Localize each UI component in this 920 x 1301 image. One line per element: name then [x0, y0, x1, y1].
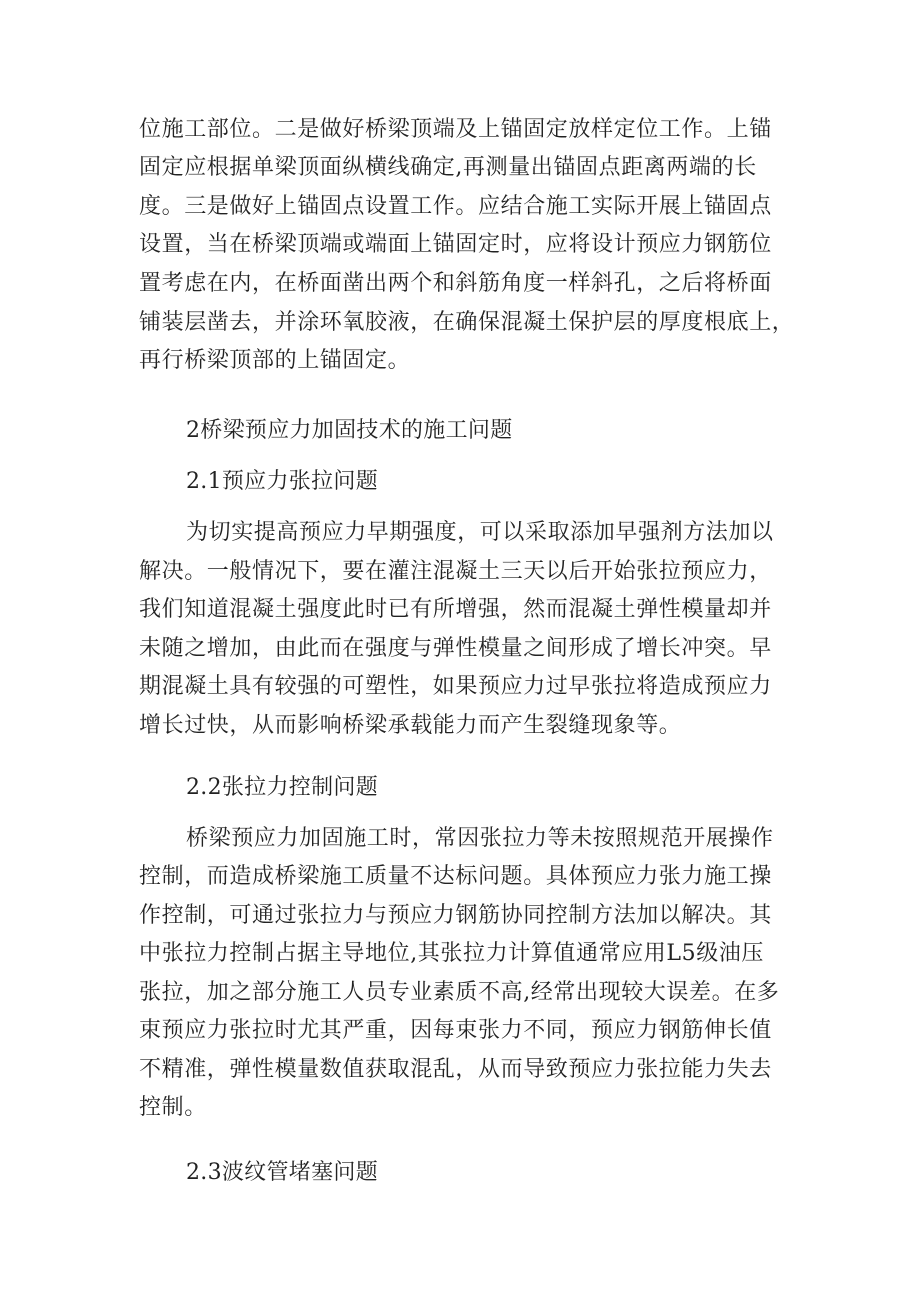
text-line: 不精准，弹性模量数值获取混乱，从而导致预应力张拉能力失去 — [139, 1057, 772, 1082]
text-line: 中张拉力控制占据主导地位,其张拉力计算值通常应用L5级油压 — [139, 941, 765, 966]
text-line: 增长过快，从而影响桥梁承载能力而产生裂缝现象等。 — [139, 713, 682, 738]
text-line: 解决。一般情况下，要在灌注混凝土三天以后开始张拉预应力， — [139, 559, 772, 584]
text-line: 控制。 — [139, 1095, 207, 1120]
text-line: 桥梁预应力加固施工时，常因张拉力等未按照规范开展操作 — [186, 826, 774, 851]
text-line: 期混凝土具有较强的可塑性，如果预应力过早张拉将造成预应力 — [139, 674, 772, 699]
text-line: 位施工部位。二是做好桥梁顶端及上锚固定放样定位工作。上锚 — [139, 117, 772, 142]
text-line: 度。三是做好上锚固点设置工作。应结合施工实际开展上锚固点 — [139, 194, 772, 219]
text-line: 为切实提高预应力早期强度，可以采取添加早强剂方法加以 — [186, 520, 774, 545]
section-heading: 2桥梁预应力加固技术的施工问题 — [186, 418, 513, 443]
text-line: 控制，而造成桥梁施工质量不达标问题。具体预应力张力施工操 — [139, 864, 772, 889]
subsection-heading: 2.3波纹管堵塞问题 — [186, 1160, 378, 1185]
text-line: 束预应力张拉时尤其严重，因每束张力不同，预应力钢筋伸长值 — [139, 1018, 772, 1043]
text-line: 张拉，加之部分施工人员专业素质不高,经常出现较大误差。在多 — [139, 980, 780, 1005]
text-line: 我们知道混凝土强度此时已有所增强，然而混凝土弹性模量却并 — [139, 597, 772, 622]
subsection-heading: 2.1预应力张拉问题 — [186, 469, 378, 494]
text-line: 设置，当在桥梁顶端或端面上锚固定时，应将设计预应力钢筋位 — [139, 232, 772, 257]
text-line: 未随之增加，由此而在强度与弹性模量之间形成了增长冲突。早 — [139, 636, 772, 661]
text-line: 再行桥梁顶部的上锚固定。 — [139, 348, 411, 373]
text-line: 固定应根据单梁顶面纵横线确定,再测量出锚固点距离两端的长 — [139, 155, 757, 180]
text-line: 置考虑在内，在桥面凿出两个和斜筋角度一样斜孔，之后将桥面 — [139, 271, 772, 296]
subsection-heading: 2.2张拉力控制问题 — [186, 775, 378, 800]
text-line: 作控制，可通过张拉力与预应力钢筋协同控制方法加以解决。其 — [139, 903, 772, 928]
text-line: 铺装层凿去，并涂环氧胶液，在确保混凝土保护层的厚度根底上， — [139, 310, 795, 335]
